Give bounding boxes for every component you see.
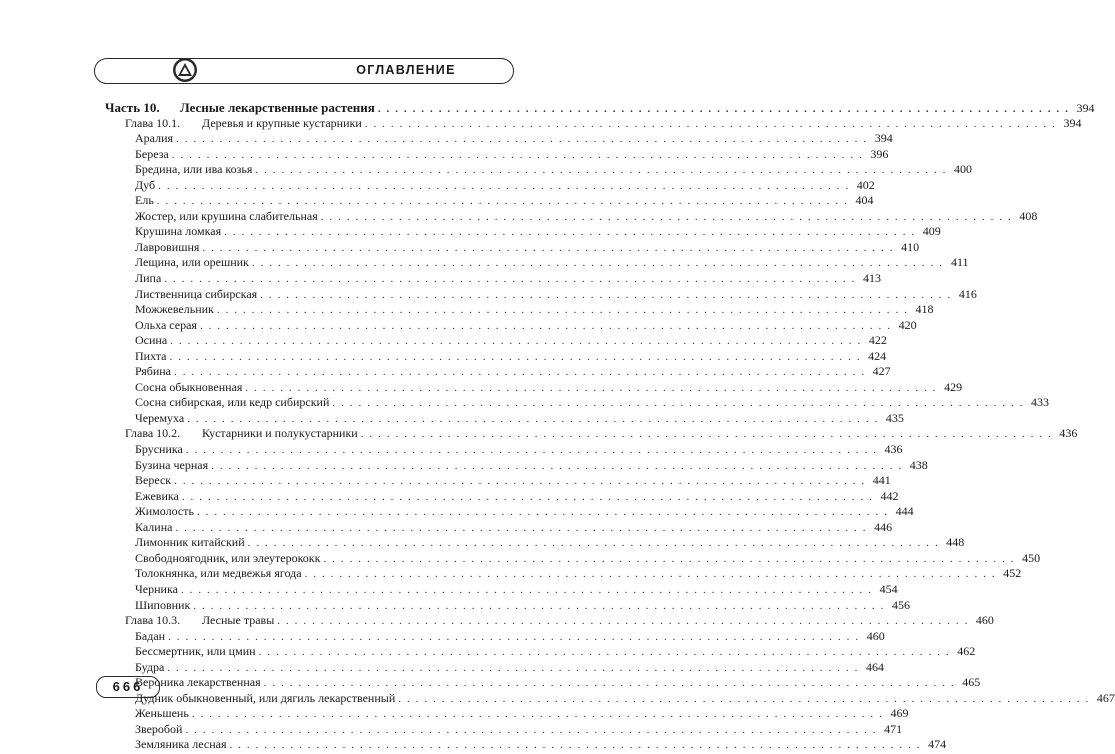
toc-entry-page: 452: [1003, 566, 1022, 581]
toc-entry-item[interactable]: [105, 208, 1038, 225]
toc-entry-page: 471: [884, 721, 903, 736]
toc-entry-chapter[interactable]: [105, 613, 994, 629]
toc-entry-chapter[interactable]: [105, 115, 1082, 132]
dot-leader: . . . . . . . . . . . . . . . . . . . . . . . . . . . . . . . . . . . . . . . . . . . . . . . . . . . . . . . . . . . . . . . . . . . . . . . . . . . . . . . .: [245, 381, 938, 394]
toc-entry-item[interactable]: [105, 535, 965, 551]
toc-entry-title: Аралия: [135, 131, 174, 146]
toc-entry-title: Бузина черная: [135, 457, 209, 472]
dot-leader: . . . . . . . . . . . . . . . . . . . . . . . . . . . . . . . . . . . . . . . . . . . . . . . . . . . . . . . . . . . . . . . . . . . . . . . . . . . . . . . .: [332, 397, 1025, 410]
dot-leader: . . . . . . . . . . . . . . . . . . . . . . . . . . . . . . . . . . . . . . . . . . . . . . . . . . . . . . . . . . . . . . . . . . . . . . . . . . . . . . . .: [255, 164, 948, 177]
toc-entry-page: 446: [874, 519, 893, 534]
dot-leader: . . . . . . . . . . . . . . . . . . . . . . . . . . . . . . . . . . . . . . . . . . . . . . . . . . . . . . . . . . . . . . . . . . . . . . . . . . . . . . . .: [216, 304, 909, 317]
toc-entry-page: 424: [868, 348, 887, 363]
toc-entry-item[interactable]: [105, 255, 969, 271]
dot-leader: . . . . . . . . . . . . . . . . . . . . . . . . . . . . . . . . . . . . . . . . . . . . . . . . . . . . . . . . . . . . . . . . . . . . . . . . . . . . . . . .: [176, 133, 868, 146]
toc-entry-page: 436: [884, 442, 903, 457]
dot-leader: . . . . . . . . . . . . . . . . . . . . . . . . . . . . . . . . . . . . . . . . . . . . . . . . . . . . . . . . . . . . . . . . . . . . . . . . . . . . . . . .: [260, 288, 952, 301]
toc-entry-page: 442: [880, 488, 899, 503]
toc-entry-title: Черемуха: [135, 410, 185, 425]
toc-entry-page: 422: [868, 333, 887, 348]
toc-entry-page: 436: [1059, 426, 1078, 441]
dot-leader: . . . . . . . . . . . . . . . . . . . . . . . . . . . . . . . . . . . . . . . . . . . . . . . . . . . . . . . . . . . . . . . . . . . . . . . . . . . . . . . .: [167, 661, 859, 674]
toc-entry-title: Вереск: [135, 473, 172, 488]
toc-entry-item[interactable]: [105, 706, 909, 722]
toc-entry-page: 456: [891, 597, 910, 612]
toc-entry-item[interactable]: [105, 333, 887, 349]
toc-entry-page: 410: [901, 239, 920, 254]
toc-entry-page: 469: [890, 706, 909, 721]
toc-entry-title: Кустарники и полукустарники: [202, 426, 358, 441]
toc-entry-item[interactable]: [105, 566, 1022, 582]
toc-entry-page: 402: [856, 177, 875, 192]
toc-entry-part[interactable]: [105, 100, 1095, 116]
dot-leader: . . . . . . . . . . . . . . . . . . . . . . . . . . . . . . . . . . . . . . . . . . . . . . . . . . . . . . . . . . . . . . . . . . . . . . . . . . . . . . . .: [196, 506, 889, 519]
toc-entry-page: 444: [895, 504, 914, 519]
dot-leader: . . . . . . . . . . . . . . . . . . . . . . . . . . . . . . . . . . . . . . . . . . . . . . . . . . . . . . . . . . . . . . . . . . . . . . . . . . . . . . . .: [164, 273, 856, 286]
dot-leader: . . . . . . . . . . . . . . . . . . . . . . . . . . . . . . . . . . . . . . . . . . . . . . . . . . . . . . . . . . . . . . . . . . . . . . . . . . . . . . . .: [169, 350, 862, 363]
toc-entry-item[interactable]: [105, 317, 917, 334]
page-number: 666: [112, 679, 144, 694]
toc-entry-title: Толокнянка, или медвежья ягода: [135, 566, 302, 581]
dot-leader: . . . . . . . . . . . . . . . . . . . . . . . . . . . . . . . . . . . . . . . . . . . . . . . . . . . . . . . . . . . . . . . . . . . . . . . . . . . . . . . .: [191, 708, 884, 721]
toc-entry-page: 416: [958, 286, 977, 301]
dot-leader: . . . . . . . . . . . . . . . . . . . . . . . . . . . . . . . . . . . . . . . . . . . . . . . . . . . . . . . . . . . . . . . . . . . . . . . . . . . . . . . .: [181, 490, 874, 503]
toc-entry-item[interactable]: [105, 737, 947, 753]
toc-entry-page: 474: [928, 737, 947, 752]
dot-leader: . . . . . . . . . . . . . . . . . . . . . . . . . . . . . . . . . . . . . . . . . . . . . . . . . . . . . . . . . . . . . . . . . . . . . . . . . . . . . . . .: [175, 521, 868, 534]
toc-entry-title: Лещина, или орешник: [135, 255, 249, 270]
toc-entry-label: Глава 10.3.: [125, 613, 181, 628]
toc-entry-label: Часть 10.: [105, 100, 160, 115]
toc-entry-title: Зверобой: [135, 721, 183, 736]
section-title: ОГЛАВЛЕНИЕ: [356, 63, 456, 77]
toc-entry-title: Лиственница сибирская: [135, 286, 258, 301]
toc-entry-item[interactable]: [105, 644, 976, 660]
toc-entry-page: 408: [1019, 208, 1038, 223]
toc-entry-title: Жимолость: [135, 504, 194, 519]
toc-entry-page: 429: [944, 379, 963, 394]
dot-leader: . . . . . . . . . . . . . . . . . . . . . . . . . . . . . . . . . . . . . . . . . . . . . . . . . . . . . . . . . . . . . . . . . . . . . . . . . . . . . . . .: [211, 459, 903, 472]
toc-entry-page: 404: [855, 193, 874, 208]
toc-entry-item[interactable]: [105, 597, 910, 614]
toc-entry-title: Ель: [135, 193, 154, 208]
toc-entry-title: Липа: [135, 271, 162, 286]
toc-entry-title: Бессмертник, или цмин: [135, 644, 256, 659]
toc-entry-item[interactable]: [105, 302, 934, 318]
toc-entry-item[interactable]: [105, 519, 893, 536]
toc-entry-page: 460: [975, 613, 994, 628]
toc-entry-page: 427: [872, 364, 891, 379]
toc-entry-page: 465: [962, 675, 981, 690]
toc-entry-title: Деревья и крупные кустарники: [202, 115, 362, 130]
toc-entry-title: Ежевика: [135, 488, 179, 503]
table-of-contents: [105, 100, 1115, 753]
toc-entry-title: Лимонник китайский: [135, 535, 245, 550]
dot-leader: . . . . . . . . . . . . . . . . . . . . . . . . . . . . . . . . . . . . . . . . . . . . . . . . . . . . . . . . . . . . . . . . . . . . . . . . . . . . . . . .: [168, 630, 860, 643]
toc-entry-title: Женьшень: [135, 706, 189, 721]
dot-leader: . . . . . . . . . . . . . . . . . . . . . . . . . . . . . . . . . . . . . . . . . . . . . . . . . . . . . . . . . . . . . . . . . . . . . . . . . . . . . . . .: [202, 241, 895, 254]
toc-entry-title: Лесные травы: [202, 613, 275, 628]
dot-leader: . . . . . . . . . . . . . . . . . . . . . . . . . . . . . . . . . . . . . . . . . . . . . . . . . . . . . . . . . . . . . . . . . . . . . . . . . . . . . . . .: [258, 646, 951, 659]
toc-entry-page: 413: [862, 271, 881, 286]
toc-entry-title: Свободноягодник, или элеутерококк: [135, 550, 321, 565]
dot-leader: . . . . . . . . . . . . . . . . . . . . . . . . . . . . . . . . . . . . . . . . . . . . . . . . . . . . . . . . . . . . . . . . . . . . . . . . . . . . . . . .: [193, 599, 885, 612]
toc-entry-title: Земляника лесная: [135, 737, 227, 752]
dot-leader: . . . . . . . . . . . . . . . . . . . . . . . . . . . . . . . . . . . . . . . . . . . . . . . . . . . . . . . . . . . . . . . . . . . . . . . . . . . . . . . .: [360, 428, 1053, 441]
toc-entry-page: 420: [898, 317, 917, 332]
dot-leader: . . . . . . . . . . . . . . . . . . . . . . . . . . . . . . . . . . . . . . . . . . . . . . . . . . . . . . . . . . . . . . . . . . . . . . . . . . . . . . . .: [229, 739, 922, 752]
dot-leader: . . . . . . . . . . . . . . . . . . . . . . . . . . . . . . . . . . . . . . . . . . . . . . . . . . . . . . . . . . . . . . . . . . . . . . . . . . . . . . . .: [156, 195, 849, 208]
toc-entry-chapter[interactable]: [105, 426, 1078, 442]
dot-leader: . . . . . . . . . . . . . . . . . . . . . . . . . . . . . . . . . . . . . . . . . . . . . . . . . . . . . . . . . . . . . . . . . . . . . . . . . . . . . . . .: [247, 537, 940, 550]
toc-entry-title: Бадан: [135, 628, 166, 643]
toc-entry-title: Дудник обыкновенный, или дягиль лекарственный: [135, 690, 396, 705]
running-header: [94, 58, 514, 84]
toc-entry-title: Пихта: [135, 348, 167, 363]
toc-entry-item[interactable]: [105, 690, 1115, 707]
toc-entry-title: Жостер, или крушина слабительная: [135, 208, 318, 223]
toc-entry-page: 467: [1096, 690, 1115, 705]
dot-leader: . . . . . . . . . . . . . . . . . . . . . . . . . . . . . . . . . . . . . . . . . . . . . . . . . . . . . . . . . . . . . . . . . . . . . . . . . . . . . . . .: [158, 179, 850, 192]
toc-entry-item[interactable]: [105, 379, 963, 396]
dot-leader: . . . . . . . . . . . . . . . . . . . . . . . . . . . . . . . . . . . . . . . . . . . . . . . . . . . . . . . . . . . . . . . . . . . . . . . . . . . . . . . .: [398, 692, 1090, 705]
dot-leader: . . . . . . . . . . . . . . . . . . . . . . . . . . . . . . . . . . . . . . . . . . . . . . . . . . . . . . . . . . . . . . . . . . . . . . . . . . . . . . . .: [185, 723, 878, 736]
toc-entry-title: Калина: [135, 519, 173, 534]
toc-entry-item[interactable]: [105, 239, 920, 256]
dot-leader: . . . . . . . . . . . . . . . . . . . . . . . . . . . . . . . . . . . . . . . . . . . . . . . . . . . . . . . . . . . . . . . . . . . . . . . . . . . . . . . .: [364, 117, 1057, 130]
toc-entry-item[interactable]: [105, 488, 899, 505]
dot-leader: . . . . . . . . . . . . . . . . . . . . . . . . . . . . . . . . . . . . . . . . . . . . . . . . . . . . . . . . . . . . . . . . . . . . . . . . . . . . . . . .: [323, 552, 1016, 565]
toc-entry-title: Лесные лекарственные растения: [180, 100, 375, 115]
toc-entry-title: Дуб: [135, 177, 156, 192]
toc-entry-title: Крушина ломкая: [135, 224, 222, 239]
toc-entry-title: Береза: [135, 146, 169, 161]
toc-entry-item[interactable]: [105, 457, 928, 474]
toc-entry-title: Можжевельник: [135, 302, 214, 317]
toc-entry-item[interactable]: [105, 659, 884, 676]
dot-leader: . . . . . . . . . . . . . . . . . . . . . . . . . . . . . . . . . . . . . . . . . . . . . . . . . . . . . . . . . . . . . . . . . . . . . . . . . . . . . . . .: [263, 677, 956, 690]
toc-entry-item[interactable]: [105, 721, 903, 738]
dot-leader: . . . . . . . . . . . . . . . . . . . . . . . . . . . . . . . . . . . . . . . . . . . . . . . . . . . . . . . . . . . . . . . . . . . . . . . . . . . . . . . .: [187, 412, 879, 425]
toc-entry-title: Бредина, или ива козья: [135, 162, 253, 177]
toc-entry-page: 418: [915, 302, 934, 317]
dot-leader: . . . . . . . . . . . . . . . . . . . . . . . . . . . . . . . . . . . . . . . . . . . . . . . . . . . . . . . . . . . . . . . . . . . . . . . . . . . . . . . .: [170, 335, 862, 348]
toc-entry-title: Вероника лекарственная: [135, 675, 261, 690]
toc-entry-item[interactable]: [105, 628, 885, 645]
toc-entry-item[interactable]: [105, 675, 981, 691]
toc-entry-item[interactable]: [105, 146, 889, 163]
toc-entry-page: 454: [879, 581, 898, 596]
toc-entry-page: 462: [957, 644, 976, 659]
toc-entry-label: Глава 10.1.: [125, 115, 181, 130]
dot-leader: . . . . . . . . . . . . . . . . . . . . . . . . . . . . . . . . . . . . . . . . . . . . . . . . . . . . . . . . . . . . . . . . . . . . . . . . . . . . . . . .: [174, 366, 866, 379]
toc-entry-item[interactable]: [105, 348, 887, 365]
dot-leader: . . . . . . . . . . . . . . . . . . . . . . . . . . . . . . . . . . . . . . . . . . . . . . . . . . . . . . . . . . . . . . . . . . . . . . . . . . . . . . . .: [251, 257, 944, 270]
toc-entry-item[interactable]: [105, 442, 903, 458]
toc-entry-title: Сосна сибирская, или кедр сибирский: [135, 395, 330, 410]
toc-entry-item[interactable]: [105, 473, 891, 489]
toc-entry-label: Глава 10.2.: [125, 426, 181, 441]
dot-leader: . . . . . . . . . . . . . . . . . . . . . . . . . . . . . . . . . . . . . . . . . . . . . . . . . . . . . . . . . . . . . . . . . . . . . . . . . . . . . . . .: [174, 475, 866, 488]
toc-entry-page: 438: [909, 457, 928, 472]
toc-entry-title: Будра: [135, 659, 165, 674]
toc-entry-item[interactable]: [105, 177, 875, 194]
dot-leader: . . . . . . . . . . . . . . . . . . . . . . . . . . . . . . . . . . . . . . . . . . . . . . . . . . . . . . . . . . . . . . . . . . . . . . . . . . . . . . . .: [377, 103, 1070, 115]
toc-entry-page: 394: [1063, 115, 1082, 130]
toc-entry-item[interactable]: [105, 550, 1041, 567]
dot-leader: . . . . . . . . . . . . . . . . . . . . . . . . . . . . . . . . . . . . . . . . . . . . . . . . . . . . . . . . . . . . . . . . . . . . . . . . . . . . . . . .: [199, 319, 892, 332]
toc-entry-page: 448: [946, 535, 965, 550]
toc-entry-page: 411: [950, 255, 969, 270]
triangle-logo-icon: [172, 57, 198, 83]
toc-entry-item[interactable]: [105, 410, 904, 427]
dot-leader: . . . . . . . . . . . . . . . . . . . . . . . . . . . . . . . . . . . . . . . . . . . . . . . . . . . . . . . . . . . . . . . . . . . . . . . . . . . . . . . .: [320, 210, 1013, 223]
dot-leader: . . . . . . . . . . . . . . . . . . . . . . . . . . . . . . . . . . . . . . . . . . . . . . . . . . . . . . . . . . . . . . . . . . . . . . . . . . . . . . . .: [277, 615, 969, 628]
toc-entry-item[interactable]: [105, 581, 898, 598]
dot-leader: . . . . . . . . . . . . . . . . . . . . . . . . . . . . . . . . . . . . . . . . . . . . . . . . . . . . . . . . . . . . . . . . . . . . . . . . . . . . . . . .: [224, 226, 916, 239]
toc-entry-page: 450: [1022, 550, 1041, 565]
toc-entry-title: Шиповник: [135, 597, 191, 612]
toc-entry-page: 433: [1031, 395, 1050, 410]
dot-leader: . . . . . . . . . . . . . . . . . . . . . . . . . . . . . . . . . . . . . . . . . . . . . . . . . . . . . . . . . . . . . . . . . . . . . . . . . . . . . . . .: [180, 583, 873, 596]
toc-entry-title: Брусника: [135, 442, 183, 457]
toc-entry-title: Осина: [135, 333, 168, 348]
toc-entry-page: 441: [872, 473, 891, 488]
toc-entry-item[interactable]: [105, 395, 1050, 411]
toc-entry-page: 464: [865, 659, 884, 674]
page-number-badge: [96, 676, 160, 698]
dot-leader: . . . . . . . . . . . . . . . . . . . . . . . . . . . . . . . . . . . . . . . . . . . . . . . . . . . . . . . . . . . . . . . . . . . . . . . . . . . . . . . .: [185, 444, 878, 457]
toc-entry-title: Ольха серая: [135, 317, 197, 332]
toc-entry-page: 400: [954, 162, 973, 177]
toc-entry-page: 394: [874, 131, 893, 146]
toc-entry-item[interactable]: [105, 504, 914, 520]
dot-leader: . . . . . . . . . . . . . . . . . . . . . . . . . . . . . . . . . . . . . . . . . . . . . . . . . . . . . . . . . . . . . . . . . . . . . . . . . . . . . . . .: [304, 568, 997, 581]
toc-entry-title: Сосна обыкновенная: [135, 379, 243, 394]
toc-entry-item[interactable]: [105, 224, 941, 240]
toc-entry-item[interactable]: [105, 193, 874, 209]
toc-entry-page: 409: [922, 224, 941, 239]
toc-entry-item[interactable]: [105, 162, 973, 178]
toc-entry-item[interactable]: [105, 364, 891, 380]
toc-entry-title: Лавровишня: [135, 239, 200, 254]
toc-entry-item[interactable]: [105, 286, 977, 303]
toc-entry-title: Черника: [135, 581, 178, 596]
toc-entry-item[interactable]: [105, 131, 893, 147]
toc-entry-page: 394: [1076, 101, 1095, 115]
toc-entry-page: 396: [870, 146, 889, 161]
toc-entry-page: 460: [866, 628, 885, 643]
toc-entry-title: Рябина: [135, 364, 172, 379]
toc-entry-item[interactable]: [105, 271, 881, 287]
dot-leader: . . . . . . . . . . . . . . . . . . . . . . . . . . . . . . . . . . . . . . . . . . . . . . . . . . . . . . . . . . . . . . . . . . . . . . . . . . . . . . . .: [171, 148, 864, 161]
toc-entry-page: 435: [885, 410, 904, 425]
